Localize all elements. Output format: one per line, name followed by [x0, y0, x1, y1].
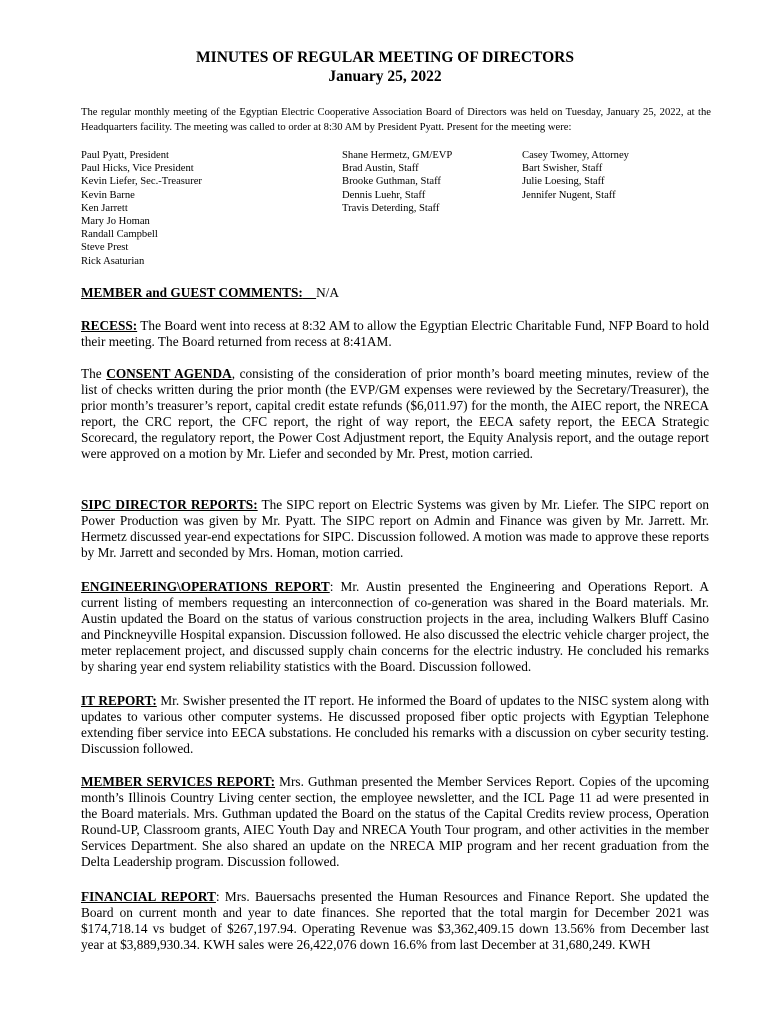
section-text: Mr. Swisher presented the IT report. He informed the Board of updates to the NISC system along with updates to various other computer systems. He discussed proposed fiber optic projects with Egyptian Telephone extending fiber service into EECA substations. He concluded his remarks with a discussion on cyber security testing. Discussion followed.: [81, 693, 709, 756]
attendees-others-column: [522, 149, 629, 202]
section-heading: IT REPORT:: [81, 693, 157, 708]
financial-report-section: [81, 889, 709, 953]
attendee-name: Bart Swisher, Staff: [522, 163, 603, 175]
section-heading: SIPC DIRECTOR REPORTS:: [81, 497, 258, 512]
meeting-date: January 25, 2022: [328, 68, 442, 85]
section-heading: MEMBER and GUEST COMMENTS:: [81, 285, 303, 300]
member-comments-section: [81, 285, 709, 301]
section-heading: MEMBER SERVICES REPORT:: [81, 774, 276, 789]
section-text: : Mrs. Bauersachs presented the Human Resources and Finance Report. She updated the Board on current month and year to date finances. She reported that the total margin for December 2021 was $174,718.14 vs budget of $267,197.94. Operating Revenue was $3,362,409.15 down 13.56% from December last year at $3,889,930.34. KWH sales were 26,422,076 down 16.6% from last December at 31,680,249. KWH: [81, 889, 709, 952]
it-report-section: [81, 693, 709, 757]
section-text: : Mr. Austin presented the Engineering and Operations Report. A current listing of members requesting an interconnection of co-generation was shared in the Board materials. Mr. Austin updated the Board on the status of various construction projects in the area, including Walkers Bluff Casino and Pinckneyville Hospital expansion. Discussion followed. He also discussed the electric vehicle charger project, the meter replacement project, and discussed supply chain concerns for the electric industry. He concluded his remarks by sharing year end system reliability statistics with the Board. Discussion followed.: [81, 579, 709, 674]
section-text-lead: The: [81, 366, 107, 381]
attendee-name: Randall Campbell: [81, 229, 158, 241]
recess-section: [81, 318, 709, 350]
attendee-name: Paul Pyatt, President: [81, 150, 169, 161]
attendee-name: Steve Prest: [81, 242, 129, 254]
section-text: Mrs. Guthman presented the Member Services Report. Copies of the upcoming month’s Illinois Country Living center section, the employee newsletter, and the ICL Page 11 ad were presented in the Board materials. Mrs. Guthman updated the Board on the status of the Capital Credits review process, Operation Round-UP, Classroom grants, AIEC Youth Day and NRECA Youth Tour program, and other activities in the member Services Department. She also shared an update on the NRECA MIP program and her recent graduation from the Delta Leadership program. Discussion followed.: [81, 774, 709, 869]
attendees-staff-column: [342, 149, 452, 215]
attendee-name: Kevin Liefer, Sec.-Treasurer: [81, 176, 202, 188]
intro-paragraph: The regular monthly meeting of the Egyptian Electric Cooperative Association Board of Directors was held on Tuesday, January 25, 2022, at the Headquarters facility. The meeting was called to order at 8:30 AM by President Pyatt. Present for the meeting were:: [81, 107, 711, 133]
attendee-name: Julie Loesing, Staff: [522, 176, 605, 188]
attendee-name: Casey Twomey, Attorney: [522, 150, 629, 161]
engineering-section: [81, 579, 709, 674]
attendee-name: Travis Deterding, Staff: [342, 202, 440, 214]
sipc-section: [81, 497, 709, 561]
section-text: The SIPC report on Electric Systems was given by Mr. Liefer. The SIPC report on Power Production was given by Mr. Pyatt. The SIPC report on Admin and Finance was given by Mr. Jarrett. Mr. Hermetz discussed year-end expectations for SIPC. Discussion followed. A motion was made to approve these reports by Mr. Jarrett and seconded by Mrs. Homan, motion carried.: [81, 497, 709, 560]
attendee-name: Jennifer Nugent, Staff: [522, 189, 616, 201]
attendee-name: Shane Hermetz, GM/EVP: [342, 150, 453, 161]
section-text: The Board went into recess at 8:32 AM to allow the Egyptian Electric Charitable Fund, NFP Board to hold their meeting. The Board returned from recess at 8:41AM.: [81, 318, 709, 349]
attendee-name: Kevin Barne: [81, 189, 135, 201]
attendee-name: Brooke Guthman, Staff: [342, 176, 441, 188]
attendees-directors-column: [81, 149, 202, 268]
attendee-name: Brad Austin, Staff: [342, 163, 419, 175]
attendee-name: Ken Jarrett: [81, 202, 128, 214]
attendee-name: Mary Jo Homan: [81, 216, 150, 228]
section-heading: CONSENT AGENDA: [106, 366, 232, 381]
section-text: , consisting of the consideration of prior month’s board meeting minutes, review of the list of checks written during the prior month (the EVP/GM expenses were reviewed by the Secretary/Treasurer), the prior month’s treasurer’s report, capital credit estate refunds ($6,011.97) for the month, the AIEC report, the NRECA report, the CRC report, the CFC report, the right of way report, the EECA safety report, the EECA Strategic Scorecard, the regulatory report, the Power Cost Adjustment report, the Equity Analysis report, and the outage report were approved on a motion by Mr. Liefer and seconded by Mr. Prest, motion carried.: [81, 366, 709, 461]
member-services-section: [81, 774, 709, 869]
section-heading: RECESS:: [81, 318, 138, 333]
attendee-name: Rick Asaturian: [81, 255, 145, 267]
section-heading: ENGINEERING\OPERATIONS REPORT: [81, 579, 330, 594]
section-value: N/A: [316, 285, 339, 300]
attendee-name: Paul Hicks, Vice President: [81, 163, 194, 175]
section-heading: FINANCIAL REPORT: [81, 889, 216, 904]
consent-agenda-section: [81, 366, 709, 461]
minutes-title: MINUTES OF REGULAR MEETING OF DIRECTORS: [196, 49, 574, 66]
attendee-name: Dennis Luehr, Staff: [342, 189, 426, 201]
